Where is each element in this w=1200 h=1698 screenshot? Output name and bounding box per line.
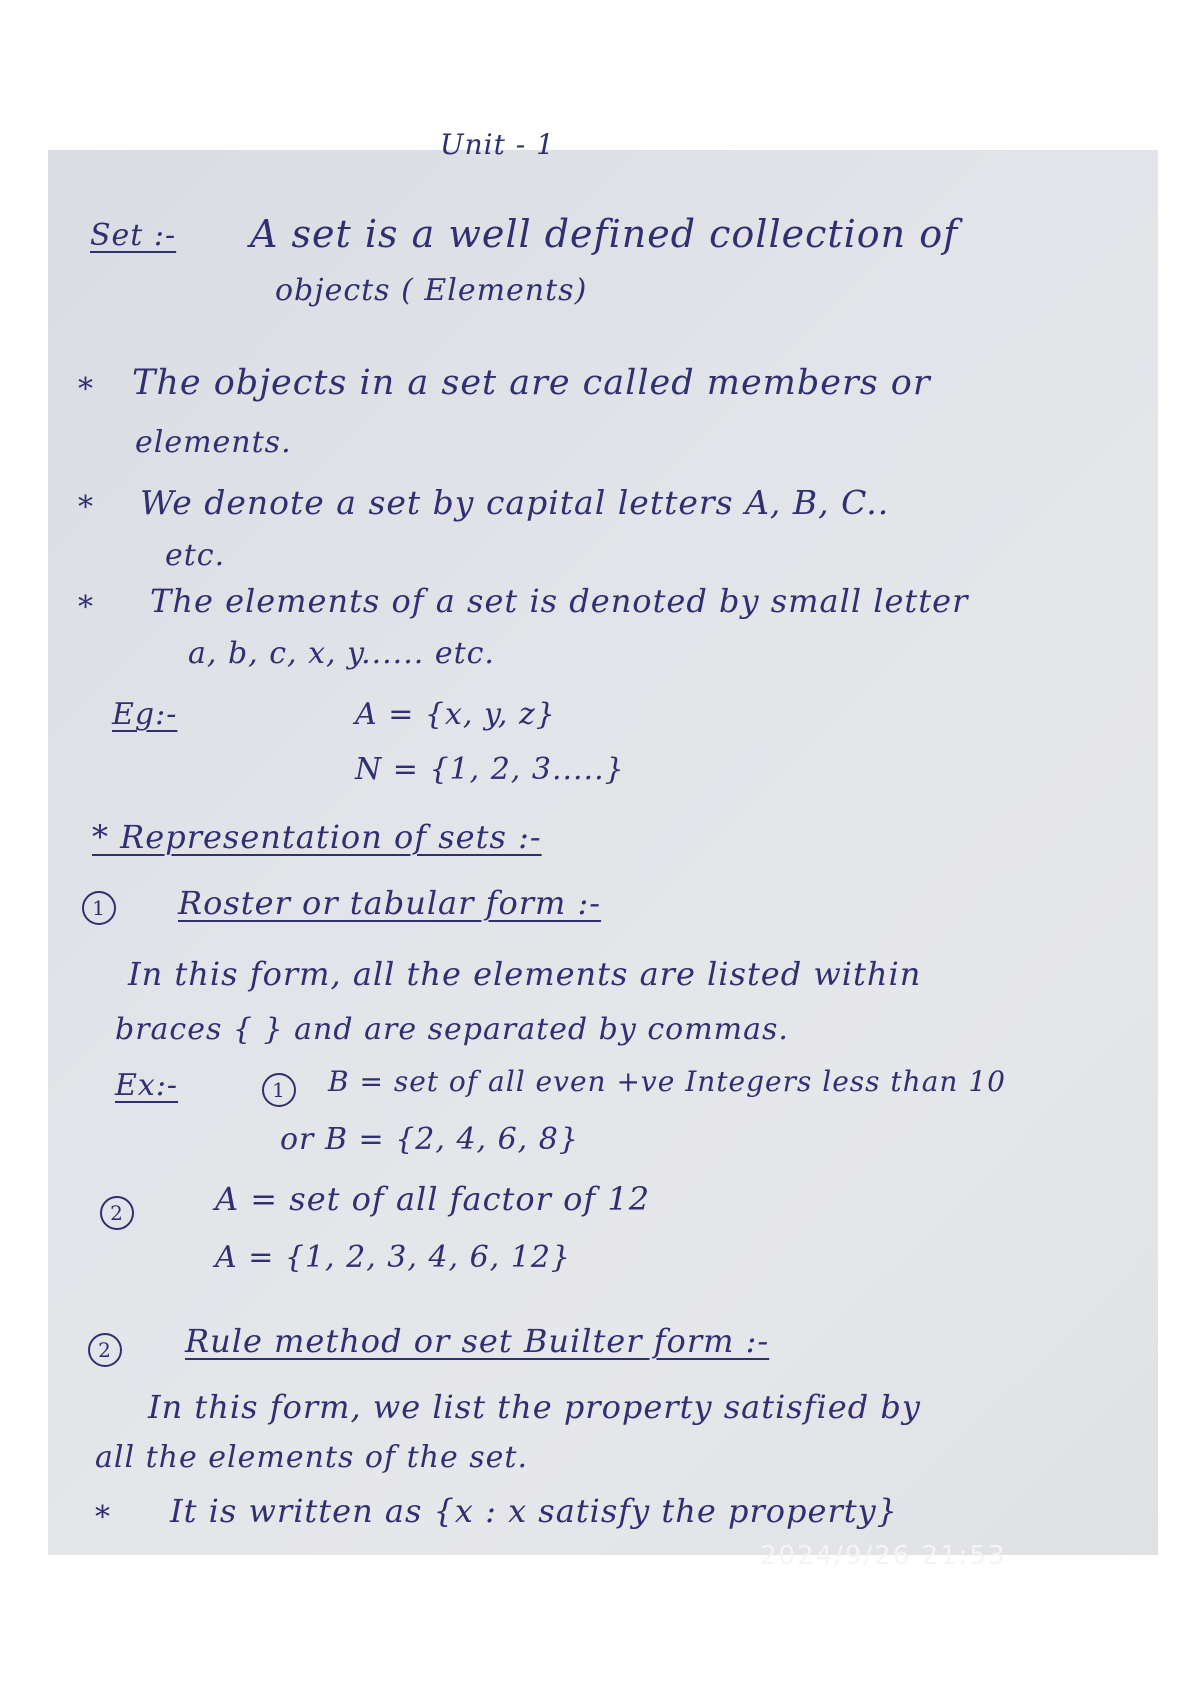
example-equation-1: A = {x, y, z} [355, 697, 556, 732]
roster-paragraph-line-2: braces { } and are separated by commas. [115, 1012, 789, 1047]
bullet-3-line-1: The elements of a set is denoted by small letter [150, 582, 969, 620]
bullet-mark: * [78, 372, 94, 407]
example-equation-2: N = {1, 2, 3.....} [355, 752, 625, 787]
bullet-mark: * [95, 1500, 111, 1535]
bullet-mark: * [78, 490, 94, 525]
bullet-3-line-2: a, b, c, x, y...... etc. [188, 636, 495, 671]
rule-number [88, 1330, 122, 1367]
roster-example-1-set: or B = {2, 4, 6, 8} [280, 1122, 579, 1157]
unit-heading: Unit - 1 [440, 128, 555, 161]
rule-heading: Rule method or set Builter form :- [185, 1322, 770, 1360]
set-label: Set :- [90, 218, 177, 253]
roster-paragraph-line-1: In this form, all the elements are listed within [128, 955, 922, 993]
rule-paragraph-line-1: In this form, we list the property satisfied by [148, 1388, 921, 1426]
roster-example-1-number [262, 1070, 296, 1107]
roster-example-2-set: A = {1, 2, 3, 4, 6, 12} [215, 1240, 572, 1275]
circled-number: 1 [82, 891, 116, 925]
roster-heading: Roster or tabular form :- [178, 884, 602, 922]
roster-example-label: Ex:- [115, 1068, 179, 1103]
set-definition-line-1: A set is a well defined collection of [250, 212, 959, 256]
bullet-1-line-2: elements. [135, 425, 292, 460]
roster-example-1: B = set of all even +ve Integers less than 10 [328, 1065, 1006, 1098]
roster-example-2: A = set of all factor of 12 [215, 1180, 651, 1218]
photo-timestamp: 2024/9/26 21:53 [760, 1541, 1007, 1571]
roster-number [82, 888, 116, 925]
bullet-2-line-2: etc. [165, 538, 226, 573]
rule-paragraph-line-2: all the elements of the set. [95, 1440, 528, 1475]
bullet-mark: * [78, 590, 94, 625]
set-definition-line-2: objects ( Elements) [275, 273, 588, 308]
representation-heading: * Representation of sets :- [92, 818, 542, 856]
bullet-2-line-1: We denote a set by capital letters A, B, C.. [140, 483, 890, 522]
example-label: Eg:- [112, 697, 178, 732]
circled-number: 1 [262, 1073, 296, 1107]
bullet-1-line-1: The objects in a set are called members or [132, 363, 931, 403]
rule-paragraph-line-3: It is written as {x : x satisfy the property} [170, 1492, 899, 1530]
circled-number: 2 [88, 1333, 122, 1367]
circled-number: 2 [100, 1196, 134, 1230]
roster-example-2-number [100, 1193, 134, 1230]
